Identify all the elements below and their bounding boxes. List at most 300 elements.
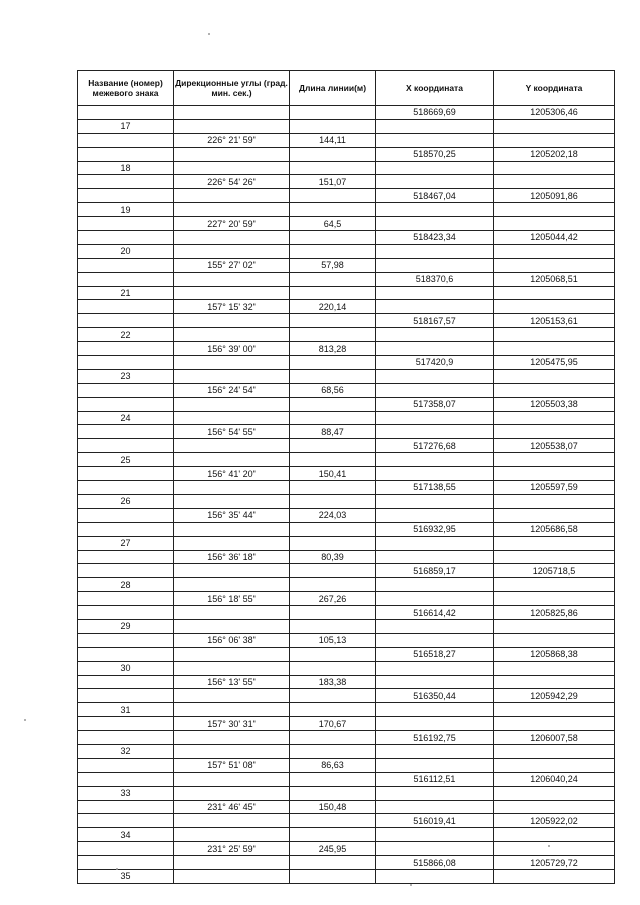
table-row [78,342,615,356]
table-row [78,508,615,522]
marker-name-cell [78,606,174,620]
direction-angle-cell [174,814,290,828]
y-coordinate-cell [494,800,615,814]
table-row [78,675,615,689]
y-coordinate-cell [494,411,615,425]
y-coordinate-cell: 1205475,95 [494,356,615,370]
line-length-cell: 224,03 [290,508,376,522]
marker-name-cell [78,300,174,314]
direction-angle-cell [174,397,290,411]
marker-name-cell [78,314,174,328]
line-length-cell [290,453,376,467]
table-row [78,300,615,314]
line-length-cell: 267,26 [290,592,376,606]
y-coordinate-cell [494,675,615,689]
table-row [78,661,615,675]
line-length-cell [290,272,376,286]
marker-name-cell [78,772,174,786]
y-coordinate-cell: 1205202,18 [494,147,615,161]
direction-angle-cell: 155° 27' 02" [174,258,290,272]
x-coordinate-cell: 516518,27 [376,647,494,661]
table-row [78,814,615,828]
direction-angle-cell [174,369,290,383]
y-coordinate-cell: 1205718,5 [494,564,615,578]
table-header-row [78,71,615,106]
x-coordinate-cell: 516019,41 [376,814,494,828]
direction-angle-cell [174,328,290,342]
y-coordinate-cell: 1205597,59 [494,481,615,495]
line-length-cell: 57,98 [290,258,376,272]
direction-angle-cell [174,522,290,536]
x-coordinate-cell [376,425,494,439]
marker-name-cell [78,342,174,356]
line-length-cell [290,578,376,592]
x-coordinate-cell [376,758,494,772]
y-coordinate-cell [494,703,615,717]
table-row [78,175,615,189]
marker-name-cell: 23 [78,369,174,383]
table-row [78,272,615,286]
marker-name-cell [78,397,174,411]
line-length-cell [290,522,376,536]
x-coordinate-cell: 518370,6 [376,272,494,286]
table-row [78,356,615,370]
y-coordinate-cell [494,286,615,300]
direction-angle-cell: 156° 24' 54" [174,383,290,397]
x-coordinate-cell [376,258,494,272]
y-coordinate-cell [494,494,615,508]
table-row [78,453,615,467]
marker-name-cell [78,189,174,203]
line-length-cell: 245,95 [290,842,376,856]
line-length-cell [290,661,376,675]
marker-name-cell: 25 [78,453,174,467]
marker-name-cell [78,814,174,828]
x-coordinate-cell [376,217,494,231]
line-length-cell [290,147,376,161]
marker-name-cell [78,217,174,231]
table-row [78,550,615,564]
direction-angle-cell [174,689,290,703]
header-line-length: Длина линии(м) [290,71,376,106]
y-coordinate-cell [494,578,615,592]
y-coordinate-cell: 1205825,86 [494,606,615,620]
table-row [78,203,615,217]
table-row [78,467,615,481]
x-coordinate-cell [376,800,494,814]
line-length-cell: 64,5 [290,217,376,231]
direction-angle-cell [174,786,290,800]
line-length-cell: 88,47 [290,425,376,439]
line-length-cell [290,286,376,300]
boundary-coordinates-table [77,70,615,884]
line-length-cell [290,314,376,328]
direction-angle-cell: 226° 21' 59" [174,133,290,147]
y-coordinate-cell [494,869,615,883]
marker-name-cell [78,272,174,286]
x-coordinate-cell [376,119,494,133]
y-coordinate-cell [494,300,615,314]
line-length-cell [290,119,376,133]
marker-name-cell [78,147,174,161]
direction-angle-cell: 231° 25' 59" [174,842,290,856]
marker-name-cell [78,508,174,522]
y-coordinate-cell [494,203,615,217]
x-coordinate-cell: 516192,75 [376,731,494,745]
direction-angle-cell [174,106,290,120]
x-coordinate-cell [376,411,494,425]
line-length-cell [290,231,376,245]
direction-angle-cell [174,272,290,286]
marker-name-cell: 32 [78,744,174,758]
direction-angle-cell [174,231,290,245]
marker-name-cell [78,564,174,578]
direction-angle-cell [174,606,290,620]
line-length-cell [290,744,376,758]
line-length-cell [290,647,376,661]
line-length-cell [290,189,376,203]
x-coordinate-cell: 516350,44 [376,689,494,703]
table-row [78,828,615,842]
marker-name-cell: 26 [78,494,174,508]
marker-name-cell [78,842,174,856]
line-length-cell [290,328,376,342]
x-coordinate-cell [376,675,494,689]
y-coordinate-cell: 1205068,51 [494,272,615,286]
direction-angle-cell [174,828,290,842]
marker-name-cell [78,647,174,661]
y-coordinate-cell: 1205942,29 [494,689,615,703]
x-coordinate-cell [376,175,494,189]
marker-name-cell [78,522,174,536]
table-row [78,842,615,856]
y-coordinate-cell: 1205503,38 [494,397,615,411]
x-coordinate-cell [376,133,494,147]
x-coordinate-cell [376,453,494,467]
y-coordinate-cell [494,161,615,175]
line-length-cell [290,689,376,703]
y-coordinate-cell [494,453,615,467]
marker-name-cell: 35 [78,869,174,883]
line-length-cell: 151,07 [290,175,376,189]
y-coordinate-cell [494,133,615,147]
direction-angle-cell [174,536,290,550]
line-length-cell [290,828,376,842]
table-row [78,703,615,717]
x-coordinate-cell [376,619,494,633]
y-coordinate-cell [494,744,615,758]
x-coordinate-cell: 518423,34 [376,231,494,245]
x-coordinate-cell [376,744,494,758]
x-coordinate-cell [376,342,494,356]
marker-name-cell: 19 [78,203,174,217]
scan-speck [208,33,210,35]
y-coordinate-cell [494,550,615,564]
marker-name-cell: 28 [78,578,174,592]
line-length-cell: 183,38 [290,675,376,689]
marker-name-cell [78,481,174,495]
table-row [78,439,615,453]
line-length-cell [290,772,376,786]
table-row [78,189,615,203]
table-row [78,217,615,231]
x-coordinate-cell [376,536,494,550]
x-coordinate-cell [376,508,494,522]
marker-name-cell [78,675,174,689]
line-length-cell [290,411,376,425]
line-length-cell: 170,67 [290,717,376,731]
direction-angle-cell [174,203,290,217]
x-coordinate-cell [376,592,494,606]
line-length-cell [290,106,376,120]
y-coordinate-cell: 1206007,58 [494,731,615,745]
y-coordinate-cell [494,758,615,772]
marker-name-cell [78,106,174,120]
scan-speck [548,845,550,847]
x-coordinate-cell [376,661,494,675]
table-row [78,564,615,578]
direction-angle-cell: 227° 20' 59" [174,217,290,231]
direction-angle-cell [174,619,290,633]
marker-name-cell: 29 [78,619,174,633]
table-row [78,314,615,328]
direction-angle-cell: 156° 13' 55" [174,675,290,689]
y-coordinate-cell: 1205044,42 [494,231,615,245]
table-row [78,481,615,495]
direction-angle-cell: 226° 54' 26" [174,175,290,189]
line-length-cell [290,536,376,550]
marker-name-cell [78,467,174,481]
line-length-cell: 86,63 [290,758,376,772]
marker-name-cell: 30 [78,661,174,675]
table-row [78,231,615,245]
x-coordinate-cell: 516614,42 [376,606,494,620]
y-coordinate-cell: 1205306,46 [494,106,615,120]
table-row [78,606,615,620]
table-row [78,244,615,258]
table-row [78,592,615,606]
direction-angle-cell [174,244,290,258]
line-length-cell [290,494,376,508]
line-length-cell [290,244,376,258]
y-coordinate-cell: 1205538,07 [494,439,615,453]
table-row [78,522,615,536]
marker-name-cell [78,550,174,564]
table-row [78,397,615,411]
y-coordinate-cell [494,369,615,383]
marker-name-cell: 27 [78,536,174,550]
line-length-cell [290,869,376,883]
table-row [78,744,615,758]
table-row [78,772,615,786]
y-coordinate-cell [494,244,615,258]
table-row [78,258,615,272]
marker-name-cell [78,689,174,703]
y-coordinate-cell [494,383,615,397]
x-coordinate-cell [376,328,494,342]
line-length-cell [290,814,376,828]
direction-angle-cell [174,356,290,370]
marker-name-cell [78,758,174,772]
direction-angle-cell [174,161,290,175]
table-row [78,369,615,383]
direction-angle-cell [174,731,290,745]
y-coordinate-cell [494,217,615,231]
line-length-cell [290,439,376,453]
x-coordinate-cell: 517276,68 [376,439,494,453]
line-length-cell: 220,14 [290,300,376,314]
direction-angle-cell [174,494,290,508]
marker-name-cell [78,383,174,397]
marker-name-cell [78,439,174,453]
direction-angle-cell: 231° 46' 45" [174,800,290,814]
y-coordinate-cell [494,258,615,272]
x-coordinate-cell [376,161,494,175]
x-coordinate-cell [376,828,494,842]
line-length-cell [290,369,376,383]
direction-angle-cell [174,661,290,675]
y-coordinate-cell [494,425,615,439]
table-row [78,328,615,342]
direction-angle-cell [174,147,290,161]
table-row [78,119,615,133]
x-coordinate-cell: 518669,69 [376,106,494,120]
marker-name-cell [78,133,174,147]
x-coordinate-cell: 516112,51 [376,772,494,786]
y-coordinate-cell [494,661,615,675]
table-row [78,786,615,800]
scan-speck [410,884,412,886]
marker-name-cell: 34 [78,828,174,842]
y-coordinate-cell [494,633,615,647]
y-coordinate-cell [494,328,615,342]
table-row [78,133,615,147]
table-row [78,411,615,425]
line-length-cell [290,481,376,495]
line-length-cell [290,703,376,717]
line-length-cell [290,856,376,870]
marker-name-cell: 24 [78,411,174,425]
marker-name-cell [78,592,174,606]
table-row [78,536,615,550]
marker-name-cell: 22 [78,328,174,342]
line-length-cell: 105,13 [290,633,376,647]
scan-speck [116,868,118,870]
y-coordinate-cell: 1205091,86 [494,189,615,203]
direction-angle-cell [174,647,290,661]
marker-name-cell [78,633,174,647]
y-coordinate-cell [494,467,615,481]
x-coordinate-cell [376,578,494,592]
direction-angle-cell [174,481,290,495]
line-length-cell: 80,39 [290,550,376,564]
marker-name-cell [78,800,174,814]
line-length-cell: 68,56 [290,383,376,397]
table-row [78,717,615,731]
table-row [78,689,615,703]
x-coordinate-cell: 517420,9 [376,356,494,370]
direction-angle-cell [174,869,290,883]
x-coordinate-cell [376,203,494,217]
x-coordinate-cell [376,786,494,800]
table-row [78,147,615,161]
x-coordinate-cell [376,467,494,481]
x-coordinate-cell: 518467,04 [376,189,494,203]
x-coordinate-cell [376,300,494,314]
table-row [78,619,615,633]
x-coordinate-cell [376,703,494,717]
y-coordinate-cell [494,508,615,522]
direction-angle-cell: 156° 35' 44" [174,508,290,522]
header-y-coordinate: Y координата [494,71,615,106]
marker-name-cell [78,425,174,439]
x-coordinate-cell: 518570,25 [376,147,494,161]
direction-angle-cell: 157° 51' 08" [174,758,290,772]
line-length-cell [290,606,376,620]
line-length-cell [290,731,376,745]
direction-angle-cell [174,564,290,578]
line-length-cell: 144,11 [290,133,376,147]
table-row [78,106,615,120]
x-coordinate-cell [376,369,494,383]
table-row [78,425,615,439]
line-length-cell [290,161,376,175]
table-body [78,106,615,884]
table-row [78,494,615,508]
y-coordinate-cell [494,342,615,356]
y-coordinate-cell: 1205153,61 [494,314,615,328]
line-length-cell [290,564,376,578]
marker-name-cell: 18 [78,161,174,175]
direction-angle-cell [174,453,290,467]
x-coordinate-cell [376,286,494,300]
marker-name-cell [78,175,174,189]
line-length-cell [290,203,376,217]
direction-angle-cell [174,411,290,425]
table-row [78,578,615,592]
line-length-cell: 150,48 [290,800,376,814]
line-length-cell [290,356,376,370]
scan-speck [24,719,26,721]
direction-angle-cell [174,189,290,203]
line-length-cell [290,619,376,633]
table-row [78,869,615,883]
y-coordinate-cell: 1205686,58 [494,522,615,536]
marker-name-cell: 17 [78,119,174,133]
table-row [78,161,615,175]
x-coordinate-cell: 517138,55 [376,481,494,495]
direction-angle-cell: 157° 30' 31" [174,717,290,731]
x-coordinate-cell [376,494,494,508]
table-row [78,800,615,814]
y-coordinate-cell [494,536,615,550]
x-coordinate-cell: 518167,57 [376,314,494,328]
line-length-cell: 813,28 [290,342,376,356]
marker-name-cell: 21 [78,286,174,300]
y-coordinate-cell: 1205729,72 [494,856,615,870]
direction-angle-cell: 156° 54' 55" [174,425,290,439]
header-marker-name: Название (номер) межевого знака [78,71,174,106]
table-row [78,633,615,647]
line-length-cell [290,397,376,411]
x-coordinate-cell [376,633,494,647]
y-coordinate-cell [494,119,615,133]
marker-name-cell [78,856,174,870]
x-coordinate-cell: 516859,17 [376,564,494,578]
x-coordinate-cell: 517358,07 [376,397,494,411]
x-coordinate-cell [376,383,494,397]
direction-angle-cell [174,439,290,453]
